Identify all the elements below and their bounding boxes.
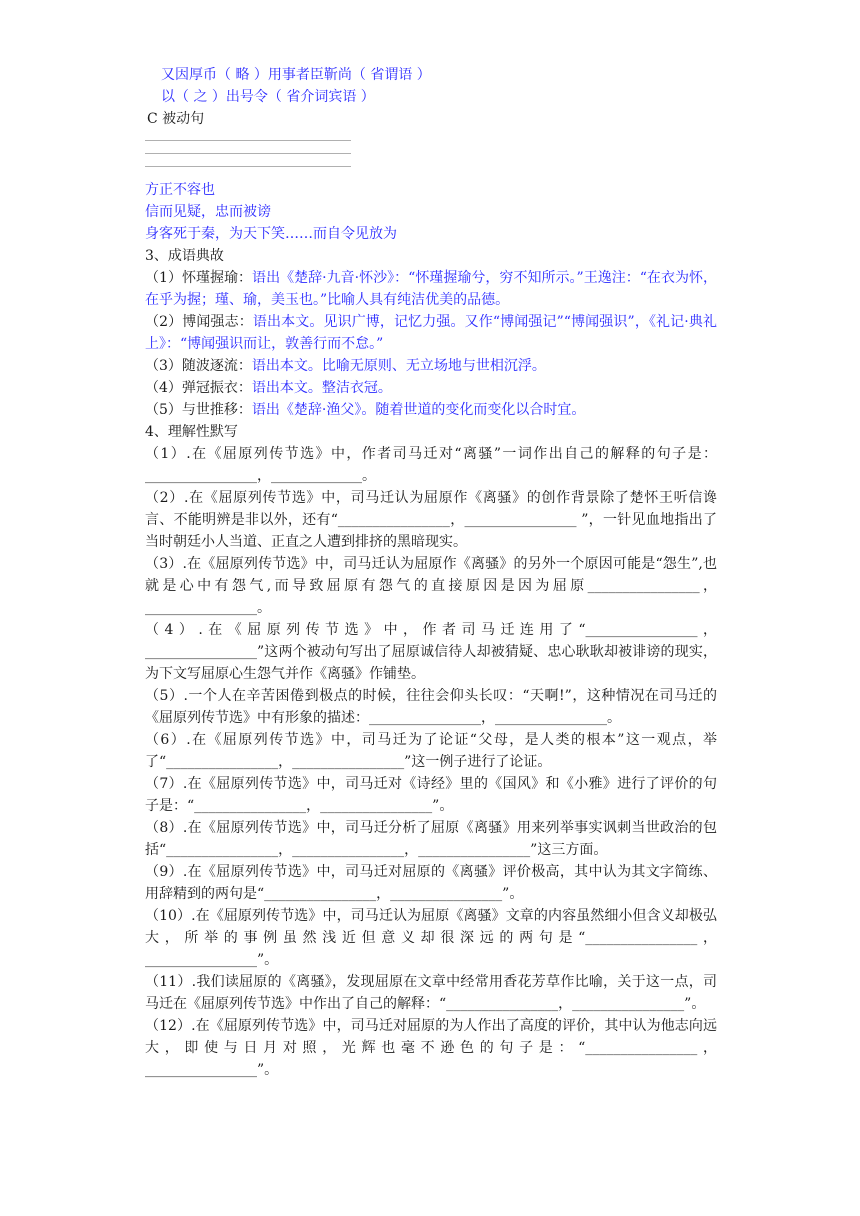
dictation-question: （7）.在《屈原列传节选》中，司马迁对《诗经》里的《国风》和《小雅》进行了评价的句子是：“________________，________________”。	[145, 776, 717, 814]
passive-example-1: 方正不容也	[145, 182, 215, 198]
blank-rule-1	[145, 140, 351, 142]
idioms-heading: 3、成语典故	[145, 248, 224, 264]
blank-rule-3	[145, 166, 351, 168]
section-c-heading: C 被动句	[147, 111, 205, 127]
dictation-question: （8）.在《屈原列传节选》中，司马迁分析了屈原《离骚》用来列举事实讽刺当世政治的包括“________________，________________，________________”这三方面。	[145, 820, 717, 858]
passive-example-2: 信而见疑，忠而被谤	[145, 204, 271, 220]
document-page	[145, 64, 717, 1081]
omission-example-1: 又因厚币（ 略 ）用事者臣靳尚（ 省谓语 ）	[161, 67, 431, 83]
idiom-item: （2）博闻强志：语出本文。见识广博，记忆力强。又作“博闻强记”“博闻强识”，《礼记·典礼上》：“博闻强识而让，敦善行而不怠。”	[145, 314, 717, 352]
dictation-question: （12）.在《屈原列传节选》中，司马迁对屈原的为人作出了高度的评价，其中认为他志向远大，即使与日月对照，光辉也毫不逊色的句子是：“________________，________________”。	[145, 1018, 717, 1078]
dictation-question: （4）.在《屈原列传节选》中，作者司马迁连用了“________________，________________”这两个被动句写出了屈原诚信待人却被猜疑、忠心耿耿却被诽谤的现实，为下文写屈原心生怨气并作《离骚》作铺垫。	[145, 622, 717, 682]
idiom-item: （4）弹冠振衣：语出本文。整洁衣冠。	[145, 380, 392, 396]
dictation-question: （9）.在《屈原列传节选》中，司马迁对屈原的《离骚》评价极高，其中认为其文字简练、用辞精到的两句是“________________，________________”。	[145, 864, 717, 902]
dictation-question: （10）.在《屈原列传节选》中，司马迁认为屈原《离骚》文章的内容虽然细小但含义却极弘大，所举的事例虽然浅近但意义却很深远的两句是“________________，________________”。	[145, 908, 717, 968]
dictation-question: （5）.一个人在辛苦困倦到极点的时候，往往会仰头长叹：“天啊!”，这种情况在司马迁的《屈原列传节选》中有形象的描述：________________，________________。	[145, 688, 717, 726]
dictation-question: （3）.在《屈原列传节选》中，司马迁认为屈原作《离骚》的另外一个原因可能是“怨生”,也就是心中有怨气,而导致屈原有怨气的直接原因是因为屈原________________，________________。	[145, 556, 717, 616]
blank-rule-2	[145, 153, 351, 155]
idiom-item: （5）与世推移：语出《楚辞·渔父》。随着世道的变化而变化以合时宜。	[145, 402, 586, 418]
dictation-question: （2）.在《屈原列传节选》中，司马迁认为屈原作《离骚》的创作背景除了楚怀王听信谗言、不能明辨是非以外，还有“________________，________________ ”，一针见血地指出了当时朝廷小人当道、正直之人遭到排挤的黑暗现实。	[145, 490, 717, 550]
dictation-question: （1）.在《屈原列传节选》中，作者司马迁对“离骚”一词作出自己的解释的句子是：________________，_____________。	[145, 446, 717, 484]
idiom-item: （3）随波逐流：语出本文。比喻无原则、无立场地与世相沉浮。	[145, 358, 546, 374]
dictation-heading: 4、理解性默写	[145, 424, 238, 440]
dictation-question: （11）.我们读屈原的《离骚》，发现屈原在文章中经常用香花芳草作比喻，关于这一点，司马迁在《屈原列传节选》中作出了自己的解释：“________________，________________”。	[145, 974, 717, 1012]
passive-example-3: 身客死于秦，为天下笑……而自令见放为	[145, 226, 397, 242]
idiom-item: （1）怀瑾握瑜：语出《楚辞·九音·怀沙》：“怀瑾握瑜兮，穷不知所示。”王逸注：“在衣为怀，在乎为握；瑾、瑜，美玉也。”比喻人具有纯洁优美的品德。	[145, 270, 717, 308]
dictation-question: （6）.在《屈原列传节选》中，司马迁为了论证“父母，是人类的根本”这一观点，举了“________________，________________”这一例子进行了论证。	[145, 732, 717, 770]
omission-example-2: 以（ 之 ）出号令（ 省介词宾语 ）	[161, 89, 375, 105]
